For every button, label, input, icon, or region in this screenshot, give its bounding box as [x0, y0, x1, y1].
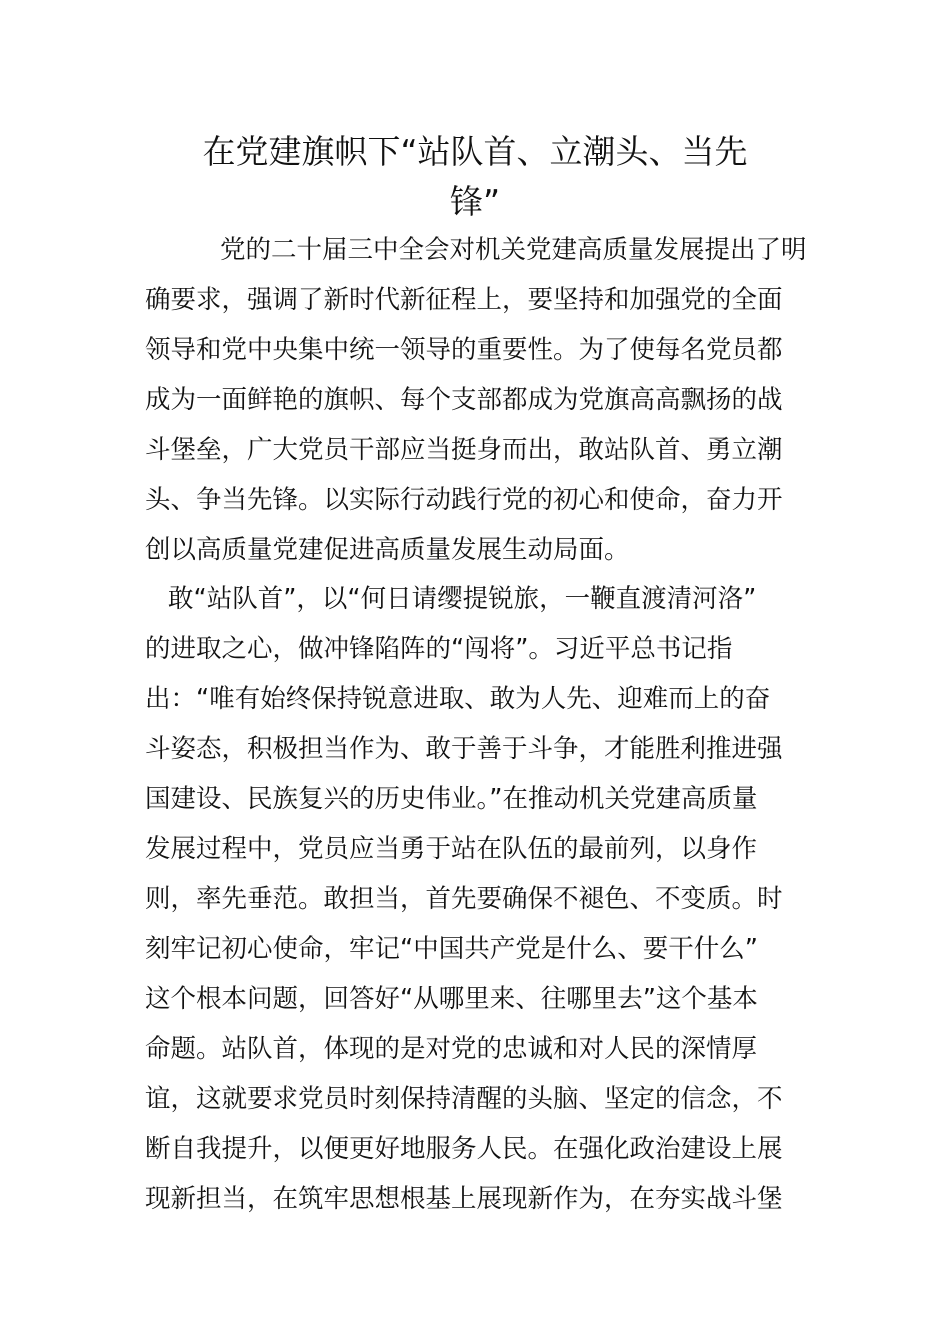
document-title-line-1: 在党建旗帜下“站队首、立潮头、当先 [202, 132, 748, 171]
paragraph-2-line-10: 命题。站队首，体现的是对党的忠诚和对人民的深情厚 [145, 1034, 758, 1064]
paragraph-2-line-6: 发展过程中，党员应当勇于站在队伍的最前列，以身作 [145, 834, 758, 864]
paragraph-1-line-7: 创以高质量党建促进高质量发展生动局面。 [145, 535, 630, 565]
paragraph-2-line-4: 斗姿态，积极担当作为、敢于善于斗争，才能胜利推进强 [145, 734, 783, 764]
paragraph-2-line-7: 则，率先垂范。敢担当，首先要确保不褪色、不变质。时 [145, 884, 783, 914]
paragraph-1-line-5: 斗堡垒，广大党员干部应当挺身而出，敢站队首、勇立潮 [145, 435, 783, 465]
paragraph-2-line-9: 这个根本问题，回答好“从哪里来、往哪里去”这个基本 [145, 984, 758, 1014]
paragraph-1-line-4: 成为一面鲜艳的旗帜、每个支部都成为党旗高高飘扬的战 [145, 385, 783, 415]
paragraph-2-line-12: 断自我提升，以便更好地服务人民。在强化政治建设上展 [145, 1134, 783, 1164]
paragraph-1-line-1: 党的二十届三中全会对机关党建高质量发展提出了明 [220, 235, 807, 265]
paragraph-2-line-1: 敢“站队首”，以“何日请缨提锐旅，一鞭直渡清河洛” [168, 584, 757, 614]
document-title-line-2: 锋” [449, 182, 501, 221]
paragraph-2-line-13: 现新担当，在筑牢思想根基上展现新作为，在夯实战斗堡 [145, 1184, 783, 1214]
paragraph-1-line-2: 确要求，强调了新时代新征程上，要坚持和加强党的全面 [145, 285, 783, 315]
paragraph-2-line-11: 谊，这就要求党员时刻保持清醒的头脑、坚定的信念，不 [145, 1084, 783, 1114]
paragraph-2-line-8: 刻牢记初心使命，牢记“中国共产党是什么、要干什么” [145, 934, 758, 964]
paragraph-1-line-3: 领导和党中央集中统一领导的重要性。为了使每名党员都 [145, 335, 783, 365]
paragraph-1-line-6: 头、争当先锋。以实际行动践行党的初心和使命，奋力开 [145, 485, 783, 515]
paragraph-2-line-5: 国建设、民族复兴的历史伟业。”在推动机关党建高质量 [145, 784, 758, 814]
paragraph-2-line-3: 出：“唯有始终保持锐意进取、敢为人先、迎难而上的奋 [145, 684, 771, 714]
paragraph-2-line-2: 的进取之心，做冲锋陷阵的“闯将”。习近平总书记指 [145, 634, 733, 664]
